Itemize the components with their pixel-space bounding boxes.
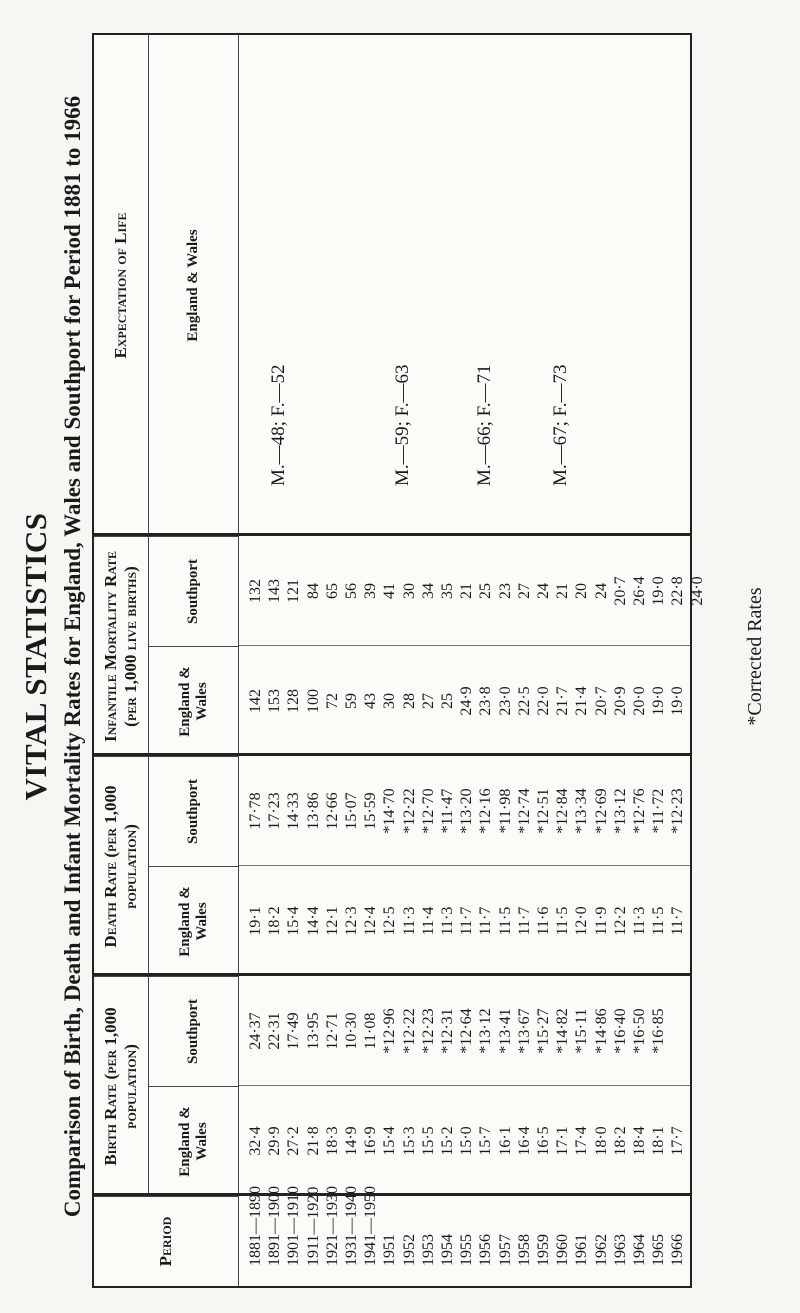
table-cell: 16·4 bbox=[515, 1126, 533, 1156]
table-cell: 15·2 bbox=[439, 1126, 456, 1156]
table-cell: 17·4 bbox=[573, 1126, 591, 1156]
table-cell: 15·0 bbox=[458, 1126, 476, 1156]
table-cell: 15·7 bbox=[477, 1126, 495, 1156]
table-cell: 22·5 bbox=[515, 686, 533, 716]
statistics-table bbox=[92, 33, 706, 1288]
table-cell: *13·12 bbox=[477, 1008, 495, 1054]
table-cell: 12·1 bbox=[323, 906, 341, 936]
table-cell: 14·33 bbox=[285, 792, 303, 830]
table-cell: 21·8 bbox=[304, 1126, 322, 1156]
table-cell: 39 bbox=[362, 583, 380, 599]
table-cell: 11·5 bbox=[650, 906, 668, 936]
header-expectation: Expectation of Life bbox=[94, 35, 149, 536]
header-birth-southport: Southport bbox=[149, 976, 239, 1086]
table-cell: 23 bbox=[496, 583, 514, 599]
table-cell: 41 bbox=[381, 583, 399, 599]
table-cell: *11·47 bbox=[439, 788, 456, 834]
table-cell: 13·86 bbox=[304, 792, 322, 830]
table-cell: 43 bbox=[362, 693, 380, 709]
table-cell: *12·69 bbox=[592, 788, 610, 834]
table-cell: 17·49 bbox=[285, 1012, 303, 1050]
header-birth-ew: England & Wales bbox=[149, 1086, 239, 1196]
table-cell: 1921—1930 bbox=[323, 1186, 341, 1266]
table-cell: 65 bbox=[323, 583, 341, 599]
table-cell: 12·71 bbox=[323, 1012, 341, 1050]
table-cell: 132 bbox=[247, 579, 264, 603]
table-cell: *12·96 bbox=[381, 1008, 399, 1054]
table-cell: 1966 bbox=[669, 1234, 687, 1266]
table-cell: 128 bbox=[285, 689, 303, 713]
table-cell: 12·66 bbox=[323, 792, 341, 830]
table-cell: 19·1 bbox=[247, 906, 264, 936]
table-cell: 1952 bbox=[400, 1234, 418, 1266]
table-cell: 15·59 bbox=[362, 792, 380, 830]
table-cell: 25 bbox=[477, 583, 495, 599]
table-cell: 1891—1900 bbox=[266, 1186, 284, 1266]
table-cell: *16·50 bbox=[631, 1008, 648, 1054]
table-cell: 20·0 bbox=[631, 686, 648, 716]
table-cell: 11·6 bbox=[535, 906, 552, 936]
table-cell: 24·37 bbox=[247, 1012, 264, 1050]
table-cell: 1959 bbox=[535, 1234, 552, 1266]
table-cell: 15·5 bbox=[419, 1126, 437, 1156]
table-cell: 18·1 bbox=[650, 1126, 668, 1156]
table-cell: *14·86 bbox=[592, 1008, 610, 1054]
table-cell: 11·3 bbox=[439, 906, 456, 936]
page-subtitle: Comparison of Birth, Death and Infant Mortality Rates for England, Wales and Southport for Period 1881 to 1966 bbox=[60, 95, 85, 1218]
table-cell: *13·41 bbox=[496, 1008, 514, 1054]
table-cell: *12·70 bbox=[419, 788, 437, 834]
table-cell: 20·9 bbox=[611, 686, 629, 716]
table-cell: 1960 bbox=[554, 1234, 572, 1266]
header-infant-mortality: Infantile Mortality Rate (per 1,000 live births) bbox=[94, 536, 149, 756]
table-cell: 1956 bbox=[477, 1234, 495, 1266]
table-cell: 21 bbox=[554, 583, 572, 599]
table-cell: 18·2 bbox=[266, 906, 284, 936]
expectation-entry: M.—59; F.—63 bbox=[392, 364, 413, 486]
table-cell: 21 bbox=[458, 583, 476, 599]
table-cell: 20 bbox=[573, 583, 591, 599]
table-cell: 27 bbox=[419, 693, 437, 709]
table-cell: 11·3 bbox=[400, 906, 418, 936]
table-cell: *13·67 bbox=[515, 1008, 533, 1054]
table-cell: 20·7 bbox=[611, 576, 629, 606]
table-cell: 1953 bbox=[419, 1234, 437, 1266]
table-cell: 13·95 bbox=[304, 1012, 322, 1050]
table-cell: 1962 bbox=[592, 1234, 610, 1266]
table-cell: 1961 bbox=[573, 1234, 591, 1266]
table-cell: 1931—1940 bbox=[343, 1186, 360, 1266]
table-cell: 24·0 bbox=[688, 576, 706, 606]
table-cell: *11·98 bbox=[496, 788, 514, 834]
table-cell: 22·0 bbox=[535, 686, 552, 716]
table-cell: 11·5 bbox=[554, 906, 572, 936]
table-cell: 15·4 bbox=[285, 906, 303, 936]
table-cell: 1954 bbox=[439, 1234, 456, 1266]
table-cell: 15·3 bbox=[400, 1126, 418, 1156]
table-cell: *15·27 bbox=[535, 1008, 552, 1054]
table-cell: 15·4 bbox=[381, 1126, 399, 1156]
table-cell: 16·1 bbox=[496, 1126, 514, 1156]
table-cell: *12·76 bbox=[631, 788, 648, 834]
table-cell: 22·31 bbox=[266, 1012, 284, 1050]
table-cell: 142 bbox=[247, 689, 264, 713]
table-cell: 84 bbox=[304, 583, 322, 599]
table-cell: 20·7 bbox=[592, 686, 610, 716]
header-infant-southport: Southport bbox=[149, 536, 239, 646]
table-cell: *12·84 bbox=[554, 788, 572, 834]
table-cell: *14·70 bbox=[381, 788, 399, 834]
table-cell: 72 bbox=[323, 693, 341, 709]
table-cell: 15·07 bbox=[343, 792, 360, 830]
table-cell: 30 bbox=[381, 693, 399, 709]
table-cell: 12·2 bbox=[611, 906, 629, 936]
table-cell: 1911—1920 bbox=[304, 1186, 322, 1266]
page-title: VITAL STATISTICS bbox=[18, 512, 53, 801]
table-cell: *13·12 bbox=[611, 788, 629, 834]
table-cell: 18·2 bbox=[611, 1126, 629, 1156]
table-cell: 1955 bbox=[458, 1234, 476, 1266]
table-cell: *11·72 bbox=[650, 788, 668, 834]
table-cell: *12·51 bbox=[535, 788, 552, 834]
table-cell: 18·0 bbox=[592, 1126, 610, 1156]
table-cell: *12·74 bbox=[515, 788, 533, 834]
table-cell: 153 bbox=[266, 689, 284, 713]
table-cell: 23·8 bbox=[477, 686, 495, 716]
header-death-rate: Death Rate (per 1,000 population) bbox=[94, 756, 149, 976]
table-cell: 1951 bbox=[381, 1234, 399, 1266]
table-cell: 12·4 bbox=[362, 906, 380, 936]
table-cell: 21·4 bbox=[573, 686, 591, 716]
table-cell: 11·5 bbox=[496, 906, 514, 936]
table-cell: *13·20 bbox=[458, 788, 476, 834]
table-cell: *15·11 bbox=[573, 1008, 591, 1054]
table-cell: 12·3 bbox=[343, 906, 360, 936]
table-cell: 32·4 bbox=[247, 1126, 264, 1156]
table-cell: *16·85 bbox=[650, 1008, 668, 1054]
table-cell: 27 bbox=[515, 583, 533, 599]
table-cell: 24 bbox=[592, 583, 610, 599]
table-cell: 11·7 bbox=[458, 906, 476, 936]
table-cell: *12·16 bbox=[477, 788, 495, 834]
table-cell: 27·2 bbox=[285, 1126, 303, 1156]
table-cell: 59 bbox=[343, 693, 360, 709]
table-cell: 1941—1950 bbox=[362, 1186, 380, 1266]
table-cell: 17·1 bbox=[554, 1126, 572, 1156]
table-cell: 22·8 bbox=[669, 576, 687, 606]
expectation-entry: M.—67; F.—73 bbox=[550, 364, 571, 486]
header-birth-rate: Birth Rate (per 1,000 population) bbox=[94, 976, 149, 1196]
header-death-ew: England & Wales bbox=[149, 866, 239, 976]
table-cell: 11·08 bbox=[362, 1012, 380, 1050]
table-cell: 17·7 bbox=[669, 1126, 687, 1156]
table-cell: 121 bbox=[285, 579, 303, 603]
table-cell: 26·4 bbox=[631, 576, 648, 606]
header-period: Period bbox=[94, 1196, 239, 1286]
table-cell: *16·40 bbox=[611, 1008, 629, 1054]
table-cell: 24·9 bbox=[458, 686, 476, 716]
table-cell: 29·9 bbox=[266, 1126, 284, 1156]
table-cell: 1957 bbox=[496, 1234, 514, 1266]
table-cell: 11·4 bbox=[419, 906, 437, 936]
table-cell: 16·5 bbox=[535, 1126, 552, 1156]
table-cell: 1901—1910 bbox=[285, 1186, 303, 1266]
table-cell: 56 bbox=[343, 583, 360, 599]
table-cell: 28 bbox=[400, 693, 418, 709]
table-cell: 1965 bbox=[650, 1234, 668, 1266]
table-cell: *12·31 bbox=[439, 1008, 456, 1054]
table-cell: *12·22 bbox=[400, 788, 418, 834]
table-cell: *12·23 bbox=[669, 788, 687, 834]
table-cell: 14·9 bbox=[343, 1126, 360, 1156]
expectation-entry: M.—66; F.—71 bbox=[474, 364, 495, 486]
header-infant-ew: England & Wales bbox=[149, 646, 239, 756]
table-cell: 17·23 bbox=[266, 792, 284, 830]
table-cell: *12·23 bbox=[419, 1008, 437, 1054]
table-cell: *12·64 bbox=[458, 1008, 476, 1054]
table-cell: 18·3 bbox=[323, 1126, 341, 1156]
table-cell: 11·9 bbox=[592, 906, 610, 936]
expectation-entry: M.—48; F.—52 bbox=[268, 364, 289, 486]
table-cell: 11·7 bbox=[669, 906, 687, 936]
table-cell: 17·78 bbox=[247, 792, 264, 830]
table-cell: 1964 bbox=[631, 1234, 648, 1266]
table-cell: 11·7 bbox=[477, 906, 495, 936]
table-cell: 12·5 bbox=[381, 906, 399, 936]
table-cell: 19·0 bbox=[650, 576, 668, 606]
table-cell: 11·3 bbox=[631, 906, 648, 936]
table-cell: 10·30 bbox=[343, 1012, 360, 1050]
table-cell: 18·4 bbox=[631, 1126, 648, 1156]
table-cell: 100 bbox=[304, 689, 322, 713]
table-cell: *14·82 bbox=[554, 1008, 572, 1054]
table-cell: 143 bbox=[266, 579, 284, 603]
footnote: *Corrected Rates bbox=[744, 587, 766, 726]
table-cell: 1881—1890 bbox=[247, 1186, 264, 1266]
table-cell: 1958 bbox=[515, 1234, 533, 1266]
table-cell: 19·0 bbox=[650, 686, 668, 716]
table-cell: 11·7 bbox=[515, 906, 533, 936]
table-cell: 35 bbox=[439, 583, 456, 599]
table-cell: 19·0 bbox=[669, 686, 687, 716]
table-cell: 12·0 bbox=[573, 906, 591, 936]
table-cell: 24 bbox=[535, 583, 552, 599]
table-cell: *13·34 bbox=[573, 788, 591, 834]
table-cell: 23·0 bbox=[496, 686, 514, 716]
table-cell: 16·9 bbox=[362, 1126, 380, 1156]
header-expectation-ew: England & Wales bbox=[149, 35, 239, 536]
table-cell: 1963 bbox=[611, 1234, 629, 1266]
table-cell: 34 bbox=[419, 583, 437, 599]
table-cell: 30 bbox=[400, 583, 418, 599]
table-cell: 21·7 bbox=[554, 686, 572, 716]
header-death-southport: Southport bbox=[149, 756, 239, 866]
table-cell: 14·4 bbox=[304, 906, 322, 936]
table-cell: 25 bbox=[439, 693, 456, 709]
table-cell: *12·22 bbox=[400, 1008, 418, 1054]
